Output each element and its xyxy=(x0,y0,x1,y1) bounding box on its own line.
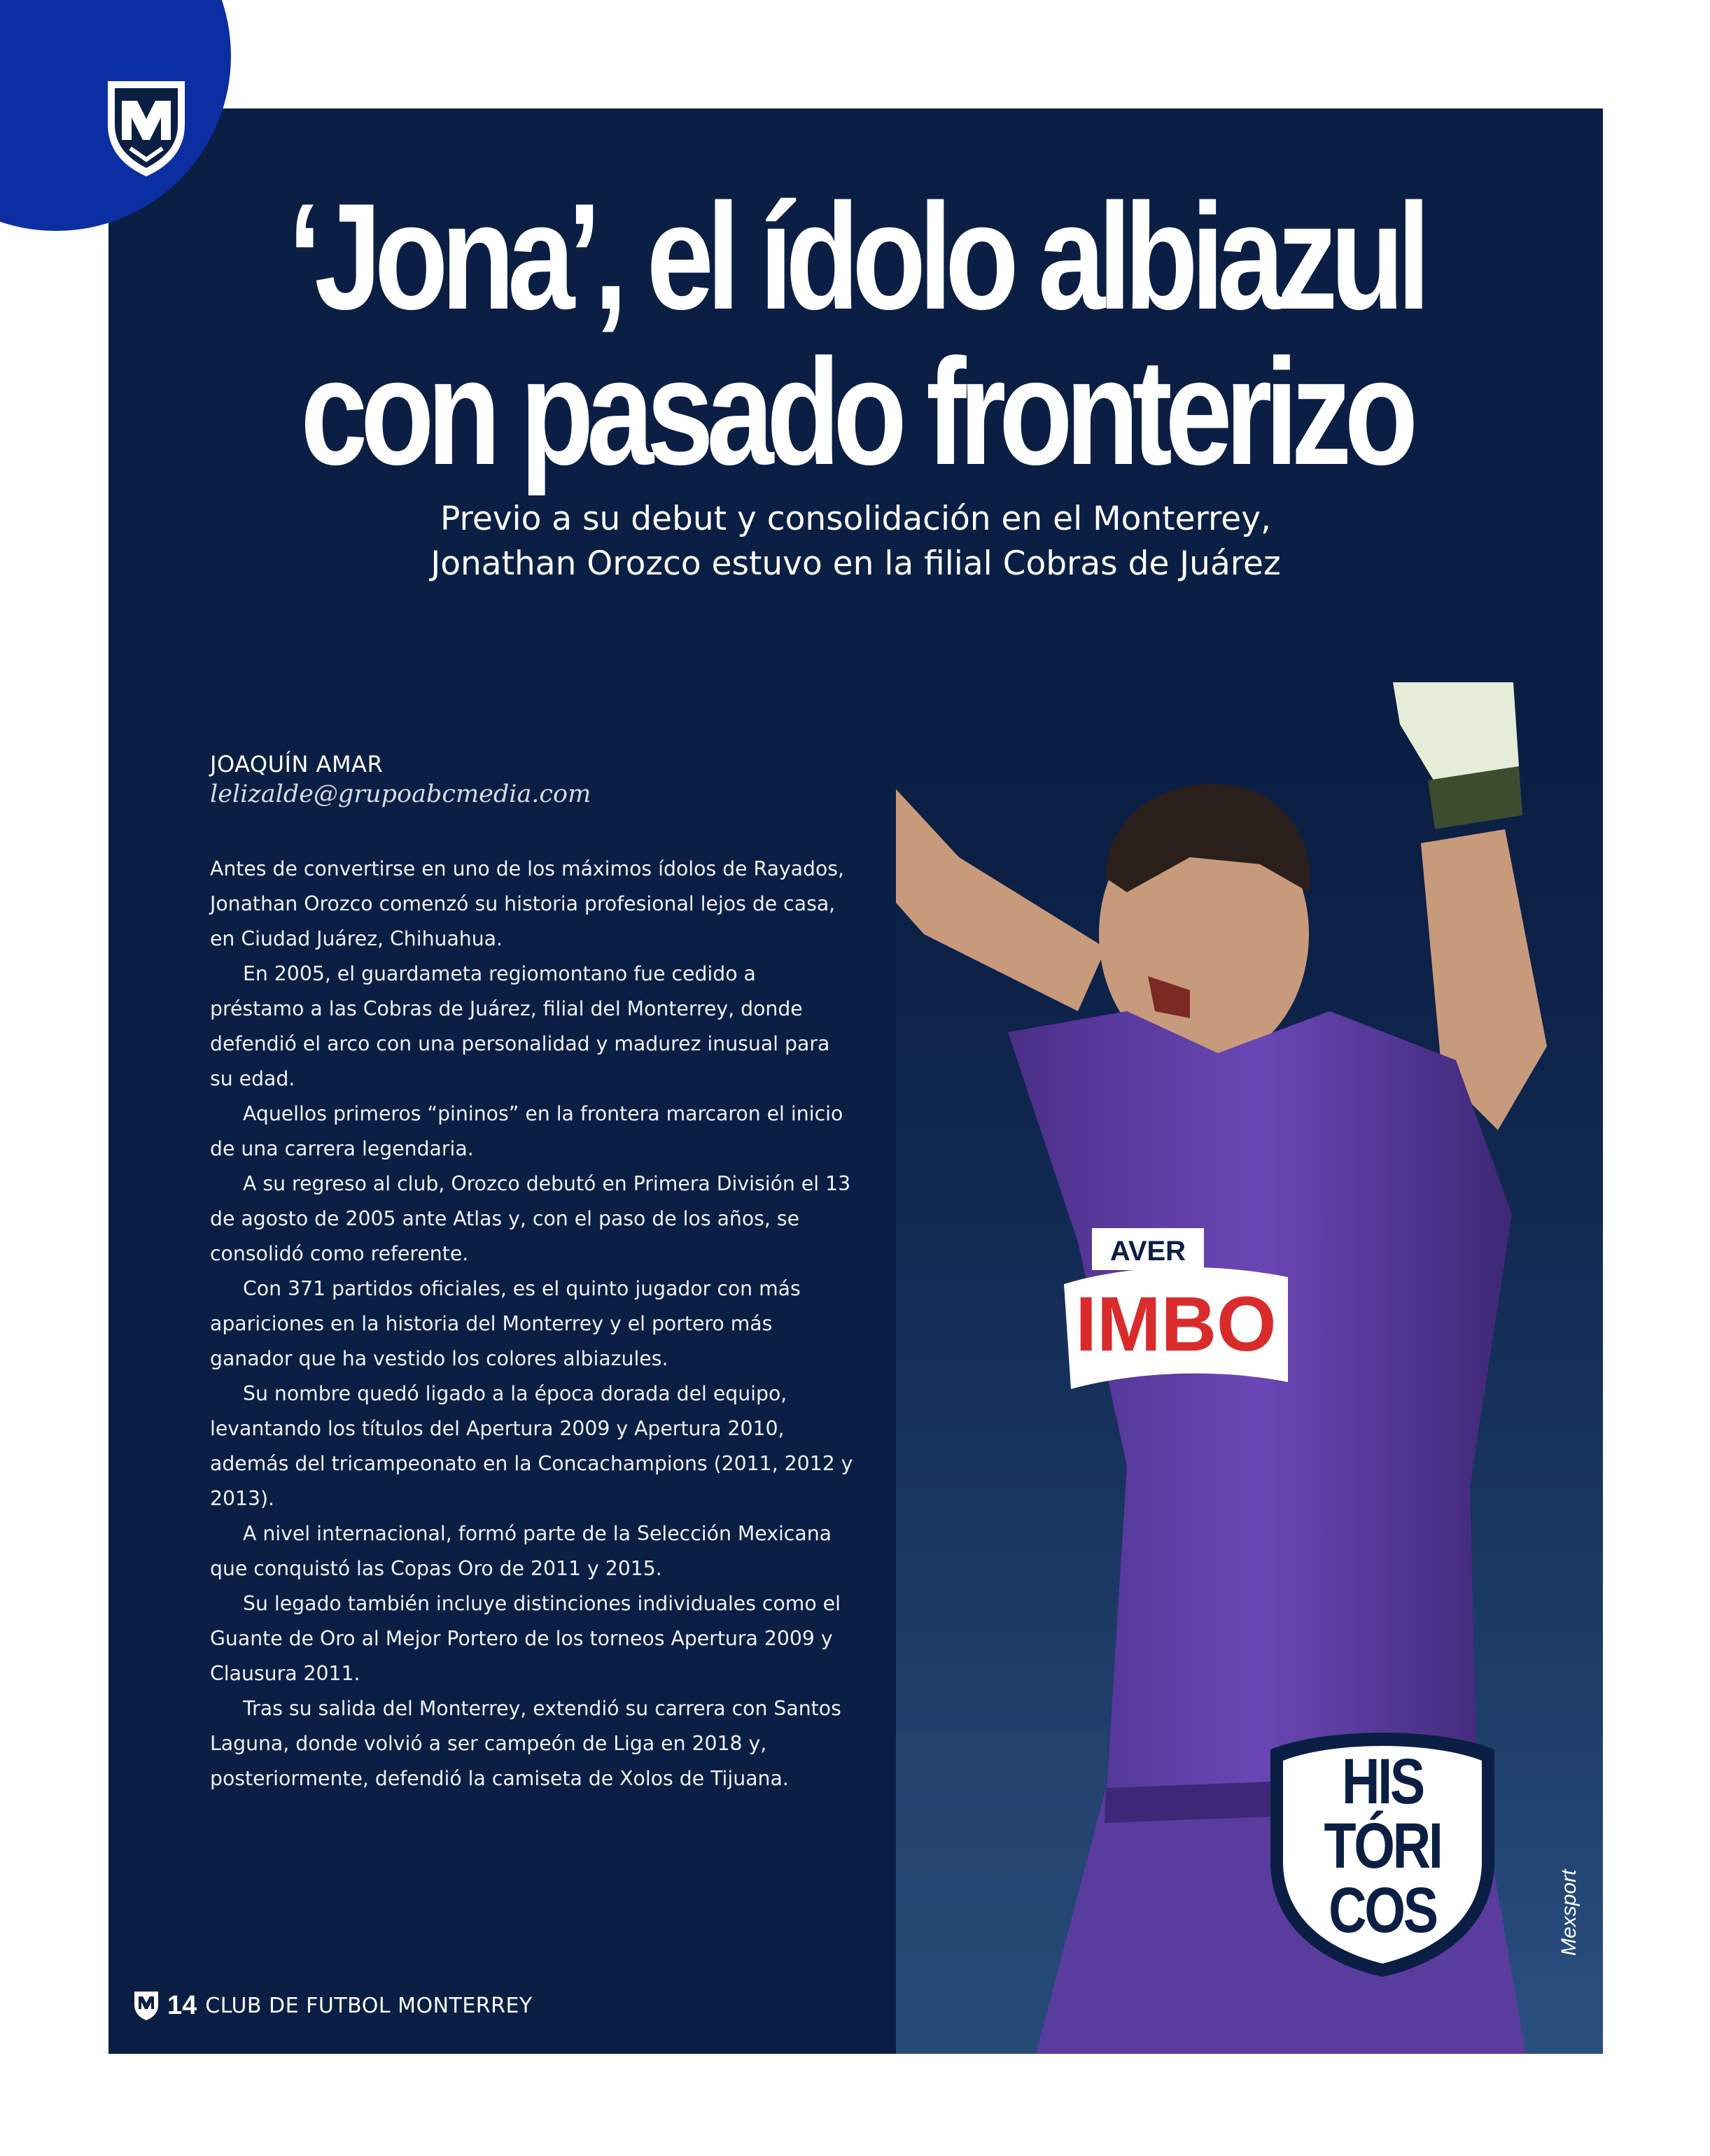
photo-credit-text: Mexsport xyxy=(1557,1869,1581,1956)
monterrey-crest-icon xyxy=(102,76,190,179)
article-body xyxy=(210,852,854,1796)
historicos-badge xyxy=(1256,1721,1508,1980)
monterrey-crest-icon xyxy=(132,1989,160,2022)
badge-line-3: COS xyxy=(1329,1875,1436,1946)
paragraph: Antes de convertirse en uno de los máximos ídolos de Rayados, Jonathan Orozco comenzó su historia profesional lejos de casa, en Ciudad Juárez, Chihuahua. xyxy=(210,857,845,950)
badge-label xyxy=(1279,1746,1485,1946)
article-panel xyxy=(108,108,1603,2054)
title-line-1: ‘Jona’, el ídolo albiazul xyxy=(288,171,1424,341)
jersey-patch: AVER xyxy=(1109,1236,1186,1267)
badge-line-1: HIS xyxy=(1342,1746,1423,1817)
article-title xyxy=(258,171,1454,496)
page-number: 14 xyxy=(167,1990,197,2020)
magazine-name: CLUB DE FUTBOL MONTERREY xyxy=(205,1993,533,2018)
subtitle-line-2: Jonathan Orozco estuvo en la filial Cobras de Juárez xyxy=(430,544,1281,583)
paragraph: Su nombre quedó ligado a la época dorada del equipo, levantando los títulos del Apertura 2009 y Apertura 2010, además del tricampeonato en la Concachampions (2011, 2012 y 2013). xyxy=(210,1382,853,1510)
author-email[interactable]: lelizalde@grupoabcmedia.com xyxy=(210,780,591,808)
paragraph: Tras su salida del Monterrey, extendió su carrera con Santos Laguna, donde volvió a ser campeón de Liga en 2018 y, posteriormente, defendió la camiseta de Xolos de Tijuana. xyxy=(210,1697,841,1790)
page-footer xyxy=(132,1989,533,2022)
byline xyxy=(210,751,591,808)
article-subtitle xyxy=(108,497,1603,586)
author-name: JOAQUÍN AMAR xyxy=(210,751,384,777)
paragraph: Su legado también incluye distinciones individuales como el Guante de Oro al Mejor Portero de los torneos Apertura 2009 y Clausura 2011. xyxy=(210,1592,841,1685)
title-line-2: con pasado fronterizo xyxy=(300,327,1411,496)
badge-line-2: TÓRI xyxy=(1324,1810,1441,1882)
paragraph: Con 371 partidos oficiales, es el quinto jugador con más apariciones en la historia del Monterrey y el portero más ganador que ha vestido los colores albiazules. xyxy=(210,1277,801,1370)
paragraph: A su regreso al club, Orozco debutó en Primera División el 13 de agosto de 2005 ante Atlas y, con el paso de los años, se consolidó como referente. xyxy=(210,1172,851,1265)
paragraph: A nivel internacional, formó parte de la Selección Mexicana que conquistó las Copas Oro de 2011 y 2015. xyxy=(210,1522,832,1580)
paragraph: Aquellos primeros “pininos” en la frontera marcaron el inicio de una carrera legendaria. xyxy=(210,1102,843,1160)
paragraph: En 2005, el guardameta regiomontano fue cedido a préstamo a las Cobras de Juárez, filial del Monterrey, donde defendió el arco con una personalidad y madurez inusual para su edad. xyxy=(210,962,830,1090)
subtitle-line-1: Previo a su debut y consolidación en el Monterrey, xyxy=(440,500,1271,538)
jersey-sponsor: IMBO xyxy=(1075,1281,1277,1367)
